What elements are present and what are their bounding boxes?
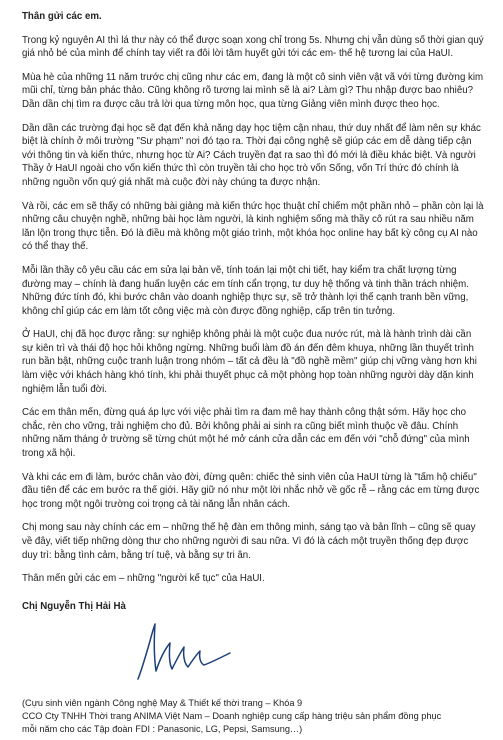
letter-paragraph: Và khi các em đi làm, bước chân vào đời, đừng quên: chiếc thẻ sinh viên của HaUI từng là "tấm hộ chiếu" đầu tiên để các em bước ra thế giới. Hãy giữ nó như một lời nhắc nhở về gốc rễ – rằng các em từng được học trong một ngôi trường coi trọng cả tài năng lẫn nhân cách.	[22, 471, 480, 510]
letter-paragraph: Trong kỷ nguyên AI thì lá thư này có thể được soạn xong chỉ trong 5s. Nhưng chị vẫn dùng số thời gian quý giá nhỏ bé của mình để chính tay viết ra đôi lời tâm huyết gửi tới các em- thế hệ tương lai của HaUI.	[22, 34, 484, 60]
letter-paragraph: Dần dần các trường đại học sẽ đạt đến khả năng dạy học tiệm cận nhau, thứ duy nhất để làm nên sự khác biệt là chính ở môi trường "Sư phạm" nơi đó tạo ra. Thời đại công nghệ sẽ giúp các em dễ dàng tiếp cận với thông tin và kiến thức, nhưng học từ Ai? Cách truyền đạt ra sao thì đó mới là điều khác biệt. Và người Thầy ở HaUI ngoài cho vốn kiến thức thì còn truyền tải cho học trò vốn Sống, vốn Trí thức đó chính là những nguồn vốn quý giá nhất mà cuộc đời này chúng ta được nhận.	[22, 122, 481, 188]
footer-line: mỗi năm cho các Tập đoàn FDI : Panasonic, LG, Pepsi, Samsung…)	[22, 723, 303, 734]
letter-paragraph: Các em thân mến, đừng quá áp lực với việc phải tìm ra đam mê hay thành công thật sớm. Hãy học cho chắc, rèn cho vững, trải nghiệm cho đủ. Bởi không phải ai sinh ra cũng biết mình thuộc về đâu. Chính những năm tháng ở trường sẽ từng chút một hé mở cánh cửa dẫn các em đến với "chỗ đứng" của mình trong xã hội.	[22, 407, 470, 460]
letter-paragraph: Mỗi lần thầy cô yêu cầu các em sửa lại bản vẽ, tính toán lại một chi tiết, hay kiểm tra chất lượng từng đường may – chính là đang huấn luyện các em tính cẩn trọng, tư duy hệ thống và tinh thần trách nhiệm. Những đức tính đó, khi bước chân vào doanh nghiệp thực sự, sẽ trở thành lợi thế cạnh tranh bền vững, không chỉ giúp các em làm tốt công việc mà còn được đồng nghiệp, cấp trên tin tưởng.	[22, 264, 469, 317]
signer-credentials	[22, 697, 485, 735]
letter-paragraph: Chị mong sau này chính các em – những thế hệ đàn em thông minh, sáng tạo và bản lĩnh – cũng sẽ quay về đây, viết tiếp những dòng thư cho những người đi sau nữa. Vì đó là cách một truyền thống đẹp được duy trì: bằng tình cảm, bằng trí tuệ, và bằng sự tri ân.	[22, 522, 476, 561]
footer-line: CCO Cty TNHH Thời trang ANIMA Việt Nam – Doanh nghiệp cung cấp hàng triệu sản phẩm đồng phục	[22, 710, 442, 721]
handwritten-signature	[132, 619, 242, 685]
letter-closing: Thân mến gửi các em – những "người kế tục" của HaUI.	[22, 573, 265, 585]
signer-name: Chị Nguyễn Thị Hải Hà	[22, 600, 126, 612]
letter-paragraph: Và rồi, các em sẽ thấy có những bài giảng mà kiến thức học thuật chỉ chiếm một phần nhỏ – phần còn lại là những câu chuyện nghề, những bài học làm người, là kinh nghiệm sống mà thầy cô rút ra sau nhiều năm lăn lộn trong thực tiễn. Đó là điều mà không một giáo trình, một khóa học online hay bất kỳ công cụ AI nào có thể thay thế.	[22, 200, 484, 253]
letter-paragraph: Ở HaUI, chị đã học được rằng: sự nghiệp không phải là một cuộc đua nước rút, mà là hành trình dài cần sự kiên trì và thái độ học hỏi không ngừng. Những buổi làm đồ án đến đêm khuya, những lần thuyết trình run bần bật, những cuộc tranh luận trong nhóm – tất cả đều là "đồ nghề mềm" giúp chị vững vàng hơn khi làm việc với khách hàng khó tính, khi phải thuyết phục cả một phòng họp toàn những người dày dặn kinh nghiệm lẫn tuổi đời.	[22, 329, 477, 395]
footer-line: (Cựu sinh viên ngành Công nghệ May & Thiết kế thời trang – Khóa 9	[22, 698, 303, 709]
letter-greeting: Thân gửi các em.	[22, 11, 102, 22]
letter-paragraph: Mùa hè của những 11 năm trước chị cũng như các em, đang là một cô sinh viên vật vã với từng đường kim mũi chỉ, từng bản phác thảo. Cũng không rõ tương lai mình sẽ là ai? Làm gì? Thu nhập được bao nhiêu? Dần dần chị tìm ra được câu trả lời qua từng môn học, qua từng Giảng viên mình được theo học.	[22, 71, 484, 110]
